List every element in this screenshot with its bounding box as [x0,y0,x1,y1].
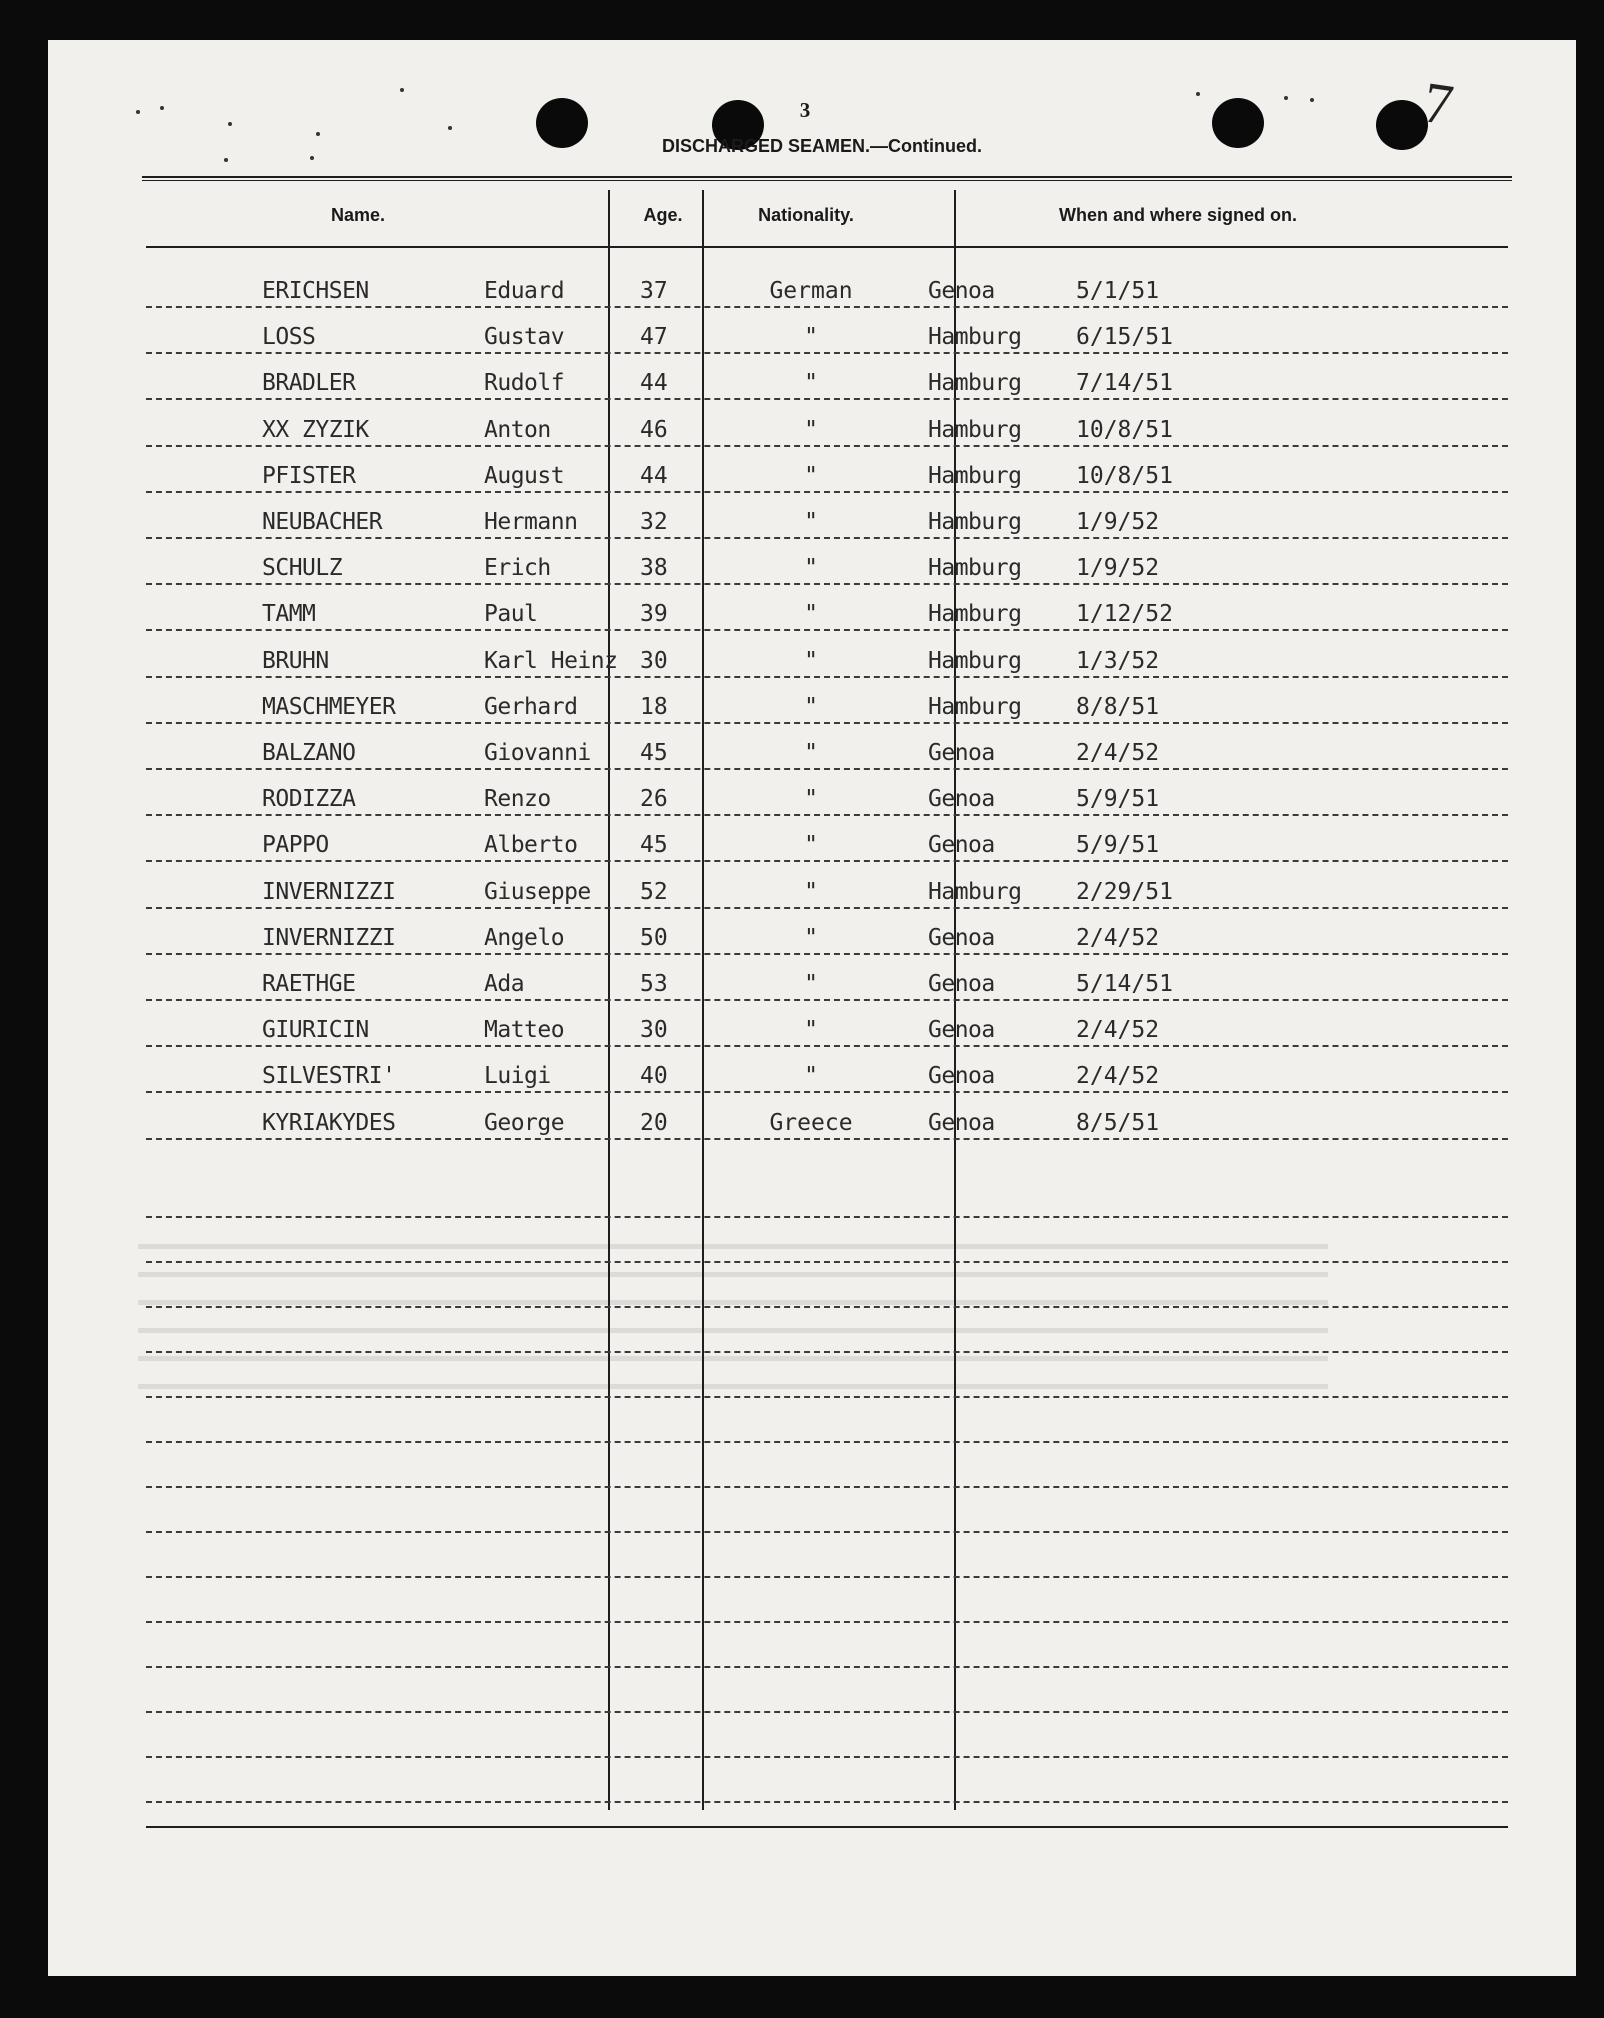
page-number: 3 [799,98,811,122]
cell-place: Genoa [928,832,995,859]
cell-nationality: " [804,832,818,859]
cell-date: 10/8/51 [1076,416,1173,443]
cell-surname: LOSS [262,324,316,351]
cell-nationality: " [804,924,818,951]
cell-surname: BALZANO [262,740,356,766]
cell-surname: RAETHGE [262,971,356,997]
cell-place: Genoa [928,278,995,304]
cell-given: Hermann [484,509,578,535]
cell-age: 20 [640,1109,668,1136]
table-row [146,963,1508,1001]
cell-nationality: " [804,509,818,535]
cell-age: 40 [640,1063,668,1090]
cell-given: Gerhard [484,693,578,720]
cell-age: 38 [640,555,668,582]
header-signed-on: When and where signed on. [1058,205,1298,225]
table-row [146,547,1508,585]
cell-surname: PFISTER [262,462,356,489]
speck [224,158,228,162]
cell-place: Hamburg [928,324,1022,351]
table-row [146,501,1508,539]
cell-place: Hamburg [928,878,1022,905]
cell-place: Hamburg [928,601,1022,628]
cell-date: 5/9/51 [1076,786,1160,813]
empty-row [146,1722,1508,1758]
speck [228,122,232,126]
cell-age: 18 [640,693,668,720]
top-rule [142,176,1512,178]
cell-surname: TAMM [262,601,316,628]
cell-age: 53 [640,971,668,997]
speck [1310,98,1314,102]
table-row [146,824,1508,862]
cell-nationality: " [804,647,818,674]
cell-place: Hamburg [928,693,1022,720]
cell-nationality: German [769,278,853,304]
cell-given: Paul [484,601,538,628]
cell-nationality: " [804,786,818,813]
top-rule [142,180,1512,181]
cell-age: 50 [640,924,668,951]
empty-row [146,1497,1508,1533]
cell-nationality: " [804,324,818,351]
empty-row [146,1452,1508,1488]
cell-nationality: " [804,878,818,905]
handwritten-corner-mark: 7 [1419,69,1458,138]
cell-place: Genoa [928,740,995,766]
bleed-through-texture: ▬▬▬▬▬▬▬▬▬▬▬▬▬▬▬▬▬▬▬▬▬▬▬▬▬▬▬▬▬▬▬▬▬▬▬▬▬▬▬▬▬▬▬▬▬▬▬▬▬▬▬▬▬▬▬▬▬▬▬▬▬▬▬▬▬▬▬▬▬▬ ▬▬▬▬▬▬▬▬▬▬▬▬▬▬▬▬▬▬▬▬▬▬▬▬▬▬▬▬▬▬▬▬▬▬▬▬▬▬▬▬▬▬▬▬▬▬▬▬▬▬▬▬▬▬▬▬▬▬▬▬▬▬▬▬▬▬▬▬▬▬ ▬▬▬▬▬▬▬▬▬▬▬▬▬▬▬▬▬▬▬▬▬▬▬▬▬▬▬▬▬▬▬▬▬▬▬▬▬▬▬▬▬▬▬▬▬▬▬▬▬▬▬▬▬▬▬▬▬▬▬▬▬▬▬▬▬▬▬▬▬▬ ▬▬▬▬▬▬▬▬▬▬▬▬▬▬▬▬▬▬▬▬▬▬▬▬▬▬▬▬▬▬▬▬▬▬▬▬▬▬▬▬▬▬▬▬▬▬▬▬▬▬▬▬▬▬▬▬▬▬▬▬▬▬▬▬▬▬▬▬▬▬ ▬▬▬▬▬▬▬▬▬▬▬▬▬▬▬▬▬▬▬▬▬▬▬▬▬▬▬▬▬▬▬▬▬▬▬▬▬▬▬▬▬▬▬▬▬▬▬▬▬▬▬▬▬▬▬▬▬▬▬▬▬▬▬▬▬▬▬▬▬▬ ▬▬▬▬▬▬▬▬▬▬▬▬▬▬▬▬▬▬▬▬▬▬▬▬▬▬▬▬▬▬▬▬▬▬▬▬▬▬▬▬▬▬▬▬▬▬▬▬▬▬▬▬▬▬▬▬▬▬▬▬▬▬▬▬▬▬▬▬▬▬ [138,1234,1328,1393]
cell-place: Genoa [928,1017,995,1044]
speck [448,126,452,130]
table-row [146,640,1508,678]
cell-surname: SCHULZ [262,555,343,582]
cell-nationality: " [804,1017,818,1044]
cell-given: Renzo [484,786,551,813]
cell-given: Giovanni [484,740,591,766]
cell-date: 5/1/51 [1076,278,1160,304]
cell-given: August [484,462,565,489]
table-row [146,871,1508,909]
speck [1196,92,1200,96]
punch-hole-3 [1212,98,1264,148]
cell-given: George [484,1109,565,1136]
cell-surname: BRUHN [262,647,329,674]
cell-place: Genoa [928,971,995,997]
cell-age: 52 [640,878,668,905]
cell-given: Matteo [484,1017,565,1044]
cell-nationality: Greece [769,1109,853,1136]
cell-date: 2/4/52 [1076,924,1160,951]
cell-place: Genoa [928,1063,995,1090]
empty-row [146,1362,1508,1398]
cell-nationality: " [804,1063,818,1090]
table-row [146,1055,1508,1093]
cell-date: 2/29/51 [1076,878,1173,905]
cell-date: 1/3/52 [1076,647,1160,674]
cell-given: Angelo [484,924,565,951]
cell-surname: MASCHMEYER [262,693,396,720]
table-row [146,455,1508,493]
punch-hole-1 [536,98,588,148]
cell-given: Giuseppe [484,878,591,905]
cell-given: Ada [484,971,525,997]
table-row [146,732,1508,770]
bottom-rule [146,1826,1508,1828]
cell-age: 30 [640,1017,668,1044]
empty-row [146,1632,1508,1668]
table-row [146,1009,1508,1047]
cell-surname: RODIZZA [262,786,356,813]
cell-place: Genoa [928,1109,995,1136]
cell-age: 37 [640,278,668,304]
cell-place: Hamburg [928,509,1022,535]
document-page [48,40,1576,1976]
table-row [146,270,1508,308]
empty-row [146,1317,1508,1353]
cell-place: Genoa [928,924,995,951]
table-row [146,778,1508,816]
cell-given: Eduard [484,278,565,304]
table-row [146,917,1508,955]
cell-surname: NEUBACHER [262,509,383,535]
cell-age: 32 [640,509,668,535]
cell-age: 45 [640,740,668,766]
cell-nationality: " [804,601,818,628]
cell-place: Hamburg [928,462,1022,489]
cell-surname: SILVESTRI' [262,1063,396,1090]
table-row [146,1102,1508,1140]
cell-surname: INVERNIZZI [262,878,396,905]
cell-given: Erich [484,555,551,582]
empty-row [146,1767,1508,1803]
cell-place: Hamburg [928,416,1022,443]
header-name: Name. [330,205,386,225]
empty-row [146,1677,1508,1713]
speck [160,106,164,110]
cell-date: 1/12/52 [1076,601,1173,628]
cell-surname: INVERNIZZI [262,924,396,951]
cell-nationality: " [804,740,818,766]
cell-date: 7/14/51 [1076,370,1173,397]
speck [1284,96,1288,100]
cell-given: Alberto [484,832,578,859]
cell-nationality: " [804,971,818,997]
table-row [146,686,1508,724]
cell-place: Hamburg [928,370,1022,397]
cell-date: 1/9/52 [1076,509,1160,535]
empty-row [146,1227,1508,1263]
cell-surname: PAPPO [262,832,329,859]
cell-nationality: " [804,693,818,720]
cell-date: 2/4/52 [1076,1063,1160,1090]
cell-place: Hamburg [928,555,1022,582]
cell-age: 45 [640,832,668,859]
empty-row [146,1272,1508,1308]
empty-row [146,1587,1508,1623]
cell-date: 8/8/51 [1076,693,1160,720]
header-nationality: Nationality. [758,205,854,225]
speck [310,156,314,160]
cell-age: 26 [640,786,668,813]
table-row [146,362,1508,400]
cell-date: 10/8/51 [1076,462,1173,489]
cell-surname: XX ZYZIK [262,416,369,443]
cell-age: 44 [640,462,668,489]
cell-age: 46 [640,416,668,443]
cell-date: 6/15/51 [1076,324,1173,351]
table-row [146,593,1508,631]
empty-row [146,1542,1508,1578]
cell-nationality: " [804,416,818,443]
table-row [146,409,1508,447]
cell-given: Rudolf [484,370,565,397]
cell-age: 39 [640,601,668,628]
empty-row [146,1182,1508,1218]
cell-given: Karl Heinz [484,647,618,674]
cell-date: 1/9/52 [1076,555,1160,582]
cell-surname: GIURICIN [262,1017,369,1044]
cell-place: Hamburg [928,647,1022,674]
cell-nationality: " [804,555,818,582]
page-title: DISCHARGED SEAMEN.—Continued. [661,136,982,156]
speck [400,88,404,92]
cell-date: 5/9/51 [1076,832,1160,859]
cell-given: Gustav [484,324,565,351]
cell-nationality: " [804,370,818,397]
table-row [146,316,1508,354]
cell-age: 47 [640,324,668,351]
cell-nationality: " [804,462,818,489]
cell-age: 44 [640,370,668,397]
cell-date: 2/4/52 [1076,1017,1160,1044]
header-rule [146,246,1508,248]
cell-surname: BRADLER [262,370,356,397]
cell-place: Genoa [928,786,995,813]
cell-given: Luigi [484,1063,551,1090]
cell-date: 8/5/51 [1076,1109,1160,1136]
empty-row [146,1407,1508,1443]
cell-given: Anton [484,416,551,443]
cell-date: 5/14/51 [1076,971,1173,997]
header-age: Age. [643,205,683,225]
cell-surname: KYRIAKYDES [262,1109,396,1136]
cell-surname: ERICHSEN [262,278,369,304]
cell-age: 30 [640,647,668,674]
speck [136,110,140,114]
speck [316,132,320,136]
cell-date: 2/4/52 [1076,740,1160,766]
